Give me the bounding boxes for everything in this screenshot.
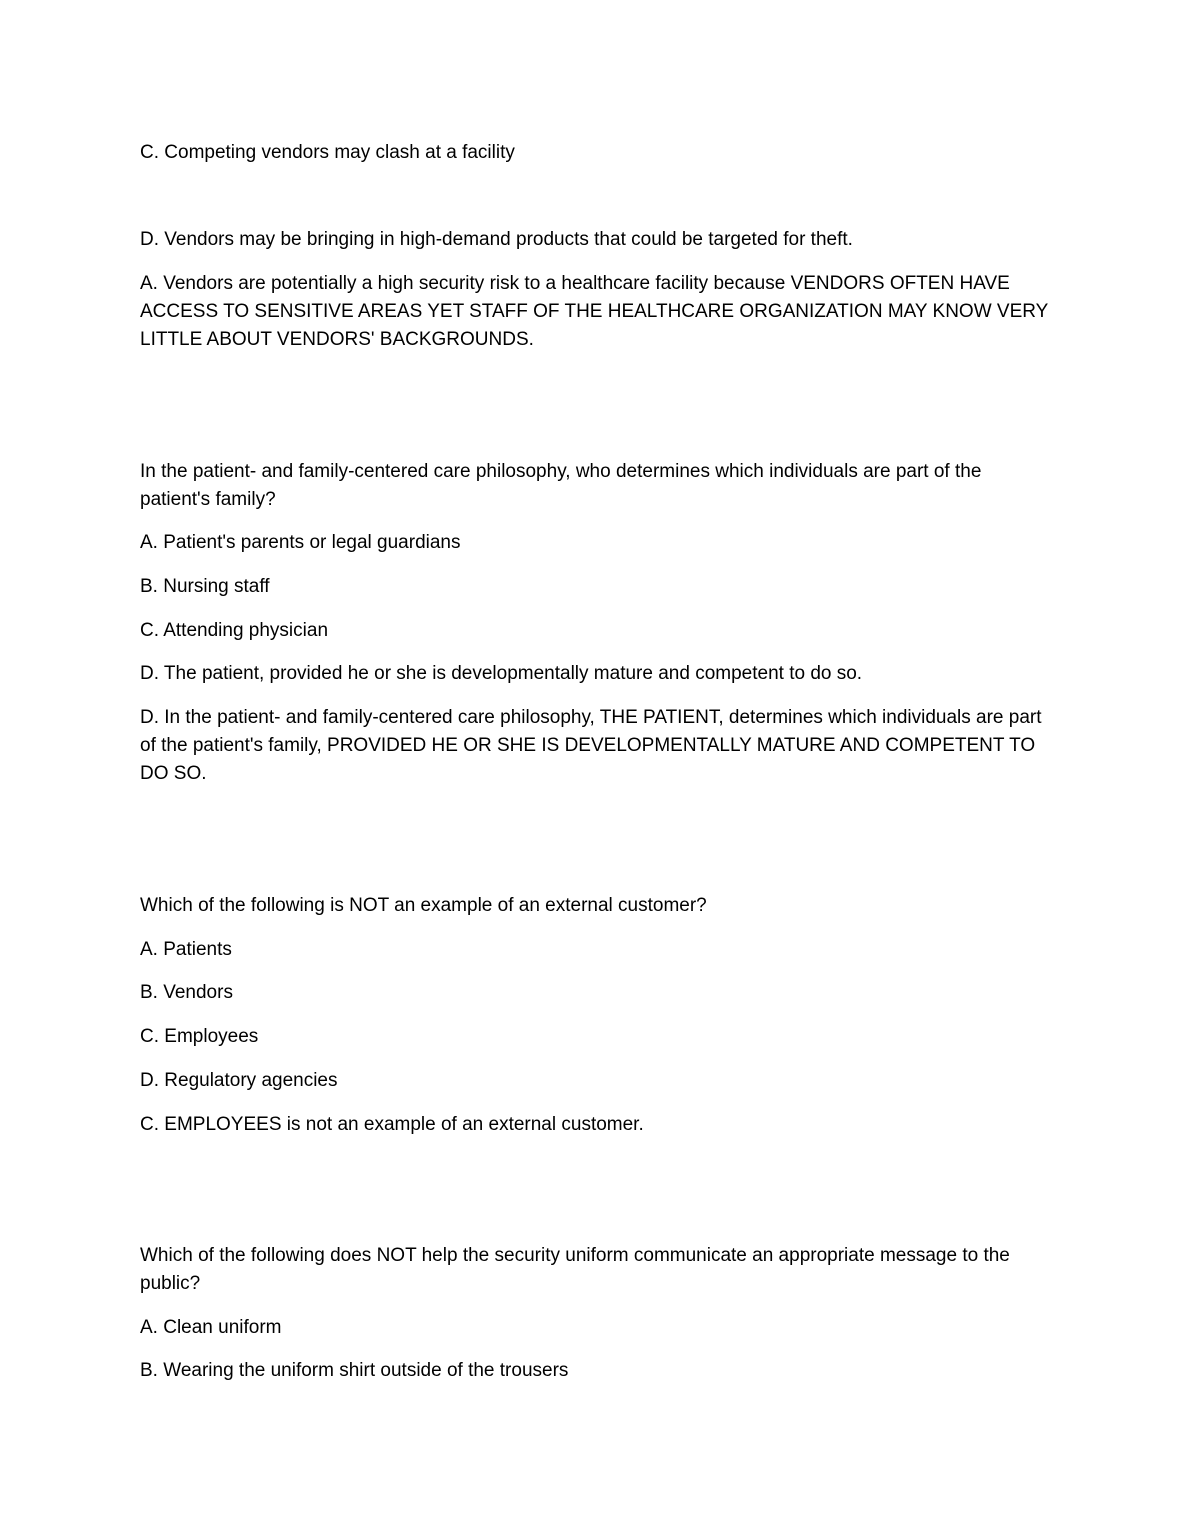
option-b: B. Vendors (140, 982, 233, 1003)
option-b: B. Nursing staff (140, 576, 270, 597)
answer-explanation: D. In the patient- and family-centered care philosophy, THE PATIENT, determines which individuals are part of the patient's family, PROVIDED HE OR SHE IS DEVELOPMENTALLY MATURE AND COMPETENT TO DO SO. (140, 707, 1042, 784)
option-d: D. The patient, provided he or she is developmentally mature and competent to do so. (140, 663, 863, 684)
option-c: C. Competing vendors may clash at a facility (140, 142, 515, 163)
option-a: A. Clean uniform (140, 1317, 282, 1338)
question-text: Which of the following does NOT help the security uniform communicate an appropriate message to the public? (140, 1245, 1010, 1294)
option-a: A. Patient's parents or legal guardians (140, 532, 461, 553)
option-d: D. Vendors may be bringing in high-demand products that could be targeted for theft. (140, 229, 853, 250)
question-text: In the patient- and family-centered care philosophy, who determines which individuals are part of the patient's family? (140, 461, 982, 510)
question-text: Which of the following is NOT an example of an external customer? (140, 895, 707, 916)
option-c: C. Employees (140, 1026, 259, 1047)
option-c: C. Attending physician (140, 620, 329, 641)
option-a: A. Patients (140, 939, 232, 960)
option-d: D. Regulatory agencies (140, 1070, 338, 1091)
answer-explanation: C. EMPLOYEES is not an example of an external customer. (140, 1114, 644, 1135)
answer-explanation: A. Vendors are potentially a high security risk to a healthcare facility because VENDORS OFTEN HAVE ACCESS TO SENSITIVE AREAS YET STAFF OF THE HEALTHCARE ORGANIZATION MAY KNOW VERY LITTLE ABOUT VENDORS' BACKGROUNDS. (140, 273, 1048, 350)
option-b: B. Wearing the uniform shirt outside of the trousers (140, 1360, 569, 1381)
